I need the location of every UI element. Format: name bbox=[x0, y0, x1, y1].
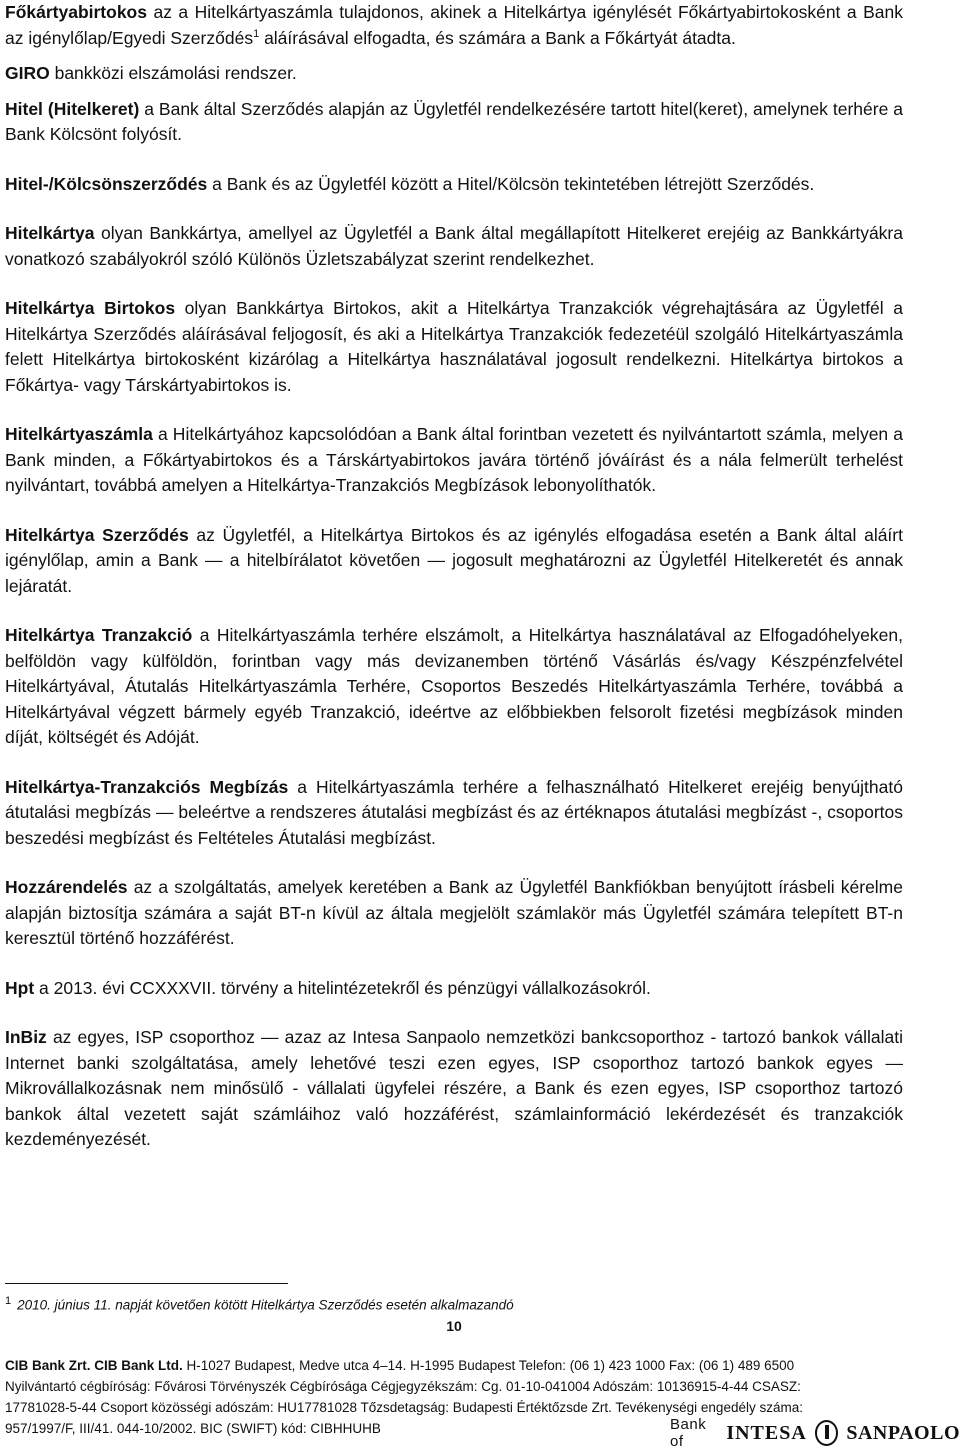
bank-logo bbox=[670, 1418, 960, 1448]
definition-paragraph bbox=[5, 1025, 903, 1153]
definition-paragraph bbox=[5, 221, 903, 272]
definition-text: a Hitelkártyaszámla terhére elszámolt, a Hitelkártya használatával az Elfogadóhelyeken, belföldön vagy külföldön, forintban vagy más devizanemben történő Vásárlás és/vagy Készpénzfelvétel Hitelkártyával, Átutalás Hitelkártyaszámla Terhére, Csoportos Beszedés Hitelkártyaszámla Terhére, továbbá a Hitelkártyával végzett bármely egyéb Tranzakció, ideértve az előbbiekben felsorolt fizetési megbízások minden díját, költségét és Adóját. bbox=[5, 625, 903, 747]
definition-text: olyan Bankkártya, amellyel az Ügyletfél a Bank által megállapított Hitelkeret erejéig az Bankkártyákra vonatkozó szabályokról szóló Különös Üzletszabályzat szerint rendelkezhet. bbox=[5, 223, 903, 269]
logo-intesa: INTESA bbox=[726, 1421, 807, 1444]
definition-text-continued: aláírásával elfogadta, és számára a Bank a Főkártyát átadta. bbox=[259, 27, 736, 48]
footer-address: H-1027 Budapest, Medve utca 4–14. H-1995 Budapest Telefon: (06 1) 423 1000 Fax: (06 1) 489 6500 bbox=[182, 1358, 795, 1373]
definition-term: Hozzárendelés bbox=[5, 877, 128, 897]
definition-paragraph bbox=[5, 172, 903, 198]
definition-text: a 2013. évi CCXXXVII. törvény a hitelintézetekről és pénzügyi vállalkozásokról. bbox=[34, 977, 651, 998]
footnote bbox=[5, 1295, 514, 1313]
definition-paragraph bbox=[5, 775, 903, 852]
definition-term: Hitelkártya Szerződés bbox=[5, 524, 189, 545]
definition-text: a Bank által Szerződés alapján az Ügyletfél rendelkezésére tartott hitel(keret), amelynek terhére a Bank Kölcsönt folyósít. bbox=[5, 98, 904, 144]
definition-term: Hitel (Hitelkeret) bbox=[5, 98, 140, 119]
definition-term: Főkártyabirtokos bbox=[5, 2, 147, 22]
definition-text: a Bank és az Ügyletfél között a Hitel/Kölcsön tekintetében létrejött Szerződés. bbox=[207, 173, 815, 194]
footer-company: CIB Bank Zrt. CIB Bank Ltd. bbox=[5, 1358, 183, 1373]
definition-text: a Hitelkártyához kapcsolódóan a Bank által forintban vezetett és nyilvántartott számla, melyen a Bank minden, a Főkártyabirtokos és a Társkártyabirtokos javára történő jóváírást és a nála felmerült terhelést nyilvántart, továbbá amelyen a Hitelkártya-Tranzakciós Megbízások lebonyolíthatók. bbox=[5, 424, 903, 495]
definition-text: az Ügyletfél, a Hitelkártya Birtokos és az igénylés elfogadása esetén a Bank által aláírt igénylőlap, amin a Bank ― a hitelbírálatot követően ― jogosult meghatározni az Ügyletfél Hitelkeretét és annak lejáratát. bbox=[5, 524, 903, 596]
footnote-reference: 1 bbox=[253, 27, 260, 40]
definition-paragraph bbox=[5, 875, 903, 952]
definition-paragraph bbox=[5, 97, 903, 148]
footnote-number: 1 bbox=[5, 1295, 12, 1307]
definition-text: bankközi elszámolási rendszer. bbox=[49, 63, 297, 83]
footer-line-3: 17781028-5-44 Csoport közösségi adószám: HU17781028 Tőzsdetagság: Budapesti Értéktőzsde Zrt. Tevékenységi engedély száma: bbox=[5, 1400, 803, 1415]
definition-paragraph bbox=[5, 976, 903, 1002]
definition-text: az egyes, ISP csoporthoz ― azaz az Intesa Sanpaolo nemzetközi bankcsoporthoz - tartozó bankok vállalati Internet banki szolgáltatása, amely lehetővé teszi ezen egyes, ISP csoporthoz tartozó bankok egyes ― Mikrovállalkozásnak nem minősülő - vállalati ügyfelei részére, a Bank és ezen egyes, ISP csoporthoz tartozó bankok által vezetett saját számláihoz való hozzáférést, számlainformáció lekérdezését és tranzakciók kezdeményezését. bbox=[5, 1027, 903, 1149]
definition-term: Hitel-/Kölcsönszerződés bbox=[5, 173, 208, 194]
definition-paragraph bbox=[5, 0, 903, 51]
definition-term: Hitelkártya Tranzakció bbox=[5, 625, 193, 645]
definition-term: InBiz bbox=[5, 1027, 47, 1047]
definition-term: GIRO bbox=[5, 63, 50, 83]
definition-text: az a Hitelkártyaszámla tulajdonos, akinek a Hitelkártya igénylését Főkártyabirtokosként a Bank az igénylőlap/Egyedi Szerződés bbox=[5, 2, 903, 48]
definition-term: Hpt bbox=[5, 977, 35, 998]
definition-text: az a szolgáltatás, amelyek keretében a Bank az Ügyletfél Bankfiókban benyújtott írásbeli kérelme alapján biztosítja számára a saját BT-n kívül az általa megjelölt számlakör más Ügyletfél számára telepített BT-n keresztül történő hozzáférést. bbox=[5, 877, 903, 948]
footnote-text: 2010. június 11. napját követően kötött Hitelkártya Szerződés esetén alkalmazandó bbox=[17, 1297, 514, 1313]
logo-bank-of: Bank of bbox=[670, 1416, 707, 1450]
document-body bbox=[5, 0, 903, 1177]
definition-paragraph bbox=[5, 61, 903, 87]
footnote-rule bbox=[5, 1283, 288, 1284]
definition-text: a Hitelkártyaszámla terhére a felhasználható Hitelkeret erejéig benyújtható átutalási megbízás ― beleértve a rendszeres átutalási megbízást és az értéknapos átutalási megbízást -, csoportos beszedési megbízást és Feltételes Átutalási megbízást. bbox=[5, 776, 903, 848]
definition-term: Hitelkártya Birtokos bbox=[5, 298, 176, 318]
page-number: 10 bbox=[446, 1318, 462, 1334]
definition-term: Hitelkártya bbox=[5, 223, 95, 243]
definition-term: Hitelkártyaszámla bbox=[5, 424, 153, 444]
logo-sanpaolo: SANPAOLO bbox=[846, 1421, 960, 1444]
definition-paragraph bbox=[5, 523, 903, 600]
definition-paragraph bbox=[5, 296, 903, 398]
definition-paragraph bbox=[5, 623, 903, 751]
definition-text: olyan Bankkártya Birtokos, akit a Hitelkártya Tranzakciók végrehajtására az Ügyletfél a Hitelkártya Szerződés aláírásával feljogosít, és aki a Hitelkártya Tranzakciók fedezetéül szolgáló Hitelkártyaszámla felett Hitelkártya birtokosként kizárólag a Hitelkártya használatával jogosult rendelkezni. Hitelkártya birtokos a Főkártya- vagy Társkártyabirtokos is. bbox=[5, 298, 903, 395]
sanpaolo-mark-icon bbox=[815, 1420, 839, 1446]
definition-term: Hitelkártya-Tranzakciós Megbízás bbox=[5, 776, 289, 797]
footer-line-4: 957/1997/F, III/41. 044-10/2002. BIC (SWIFT) kód: CIBHHUHB bbox=[5, 1421, 381, 1436]
footer-line-1 bbox=[5, 1355, 960, 1376]
footer-line-2: Nyilvántartó cégbíróság: Fővárosi Törvényszék Cégbírósága Cégjegyzékszám: Cg. 01-10-041004 Adószám: 10136915-4-44 CSASZ: bbox=[5, 1379, 801, 1394]
definition-paragraph bbox=[5, 422, 903, 499]
